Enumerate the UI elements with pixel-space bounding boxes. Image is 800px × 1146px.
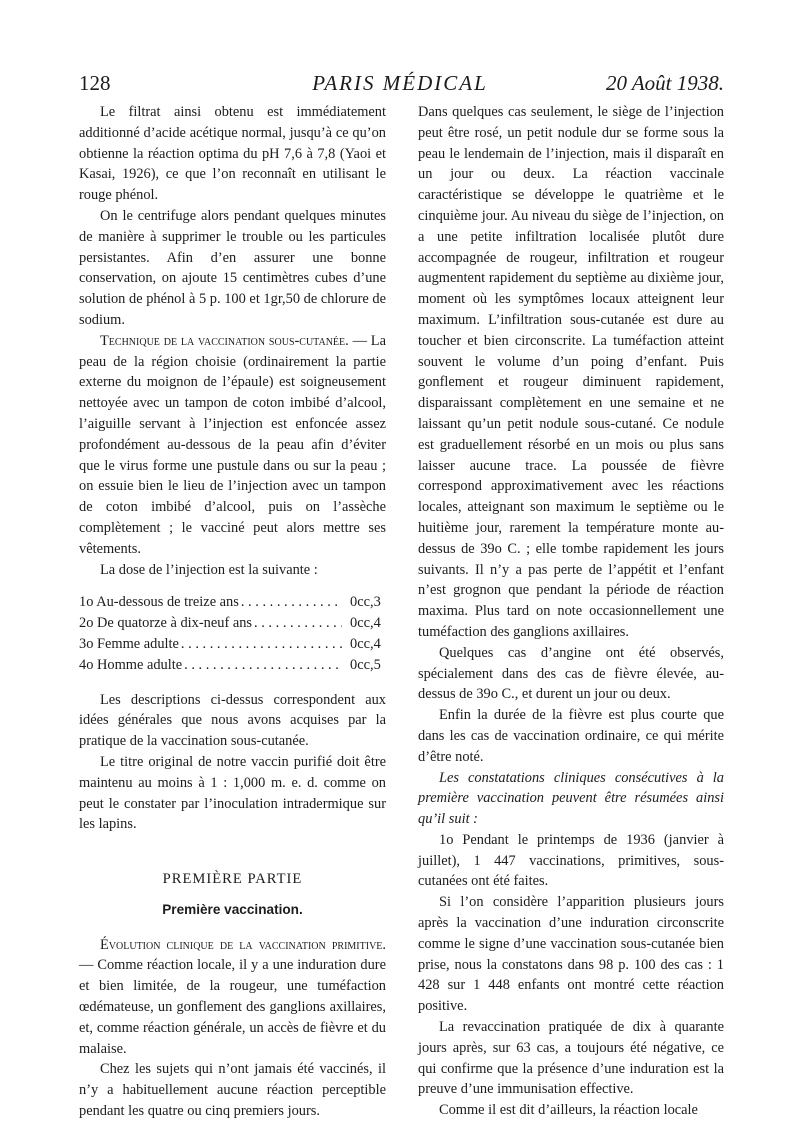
paragraph: Les constatations cliniques consécutives à la première vaccination peuvent être résumées ainsi qu’il suit : [418, 769, 724, 828]
paragraph [79, 331, 386, 560]
paragraph: 1o Pendant le printemps de 1936 (janvier à juillet), 1 447 vaccinations, primitives, sous-cutanées ont été faites. [418, 831, 724, 890]
right-column [418, 102, 724, 1121]
paragraph: Les descriptions ci-dessus correspondent aux idées générales que nous avons acquises par la pratique de la vaccination sous-cutanée. [79, 691, 386, 750]
paragraph: Si l’on considère l’apparition plusieurs jours après la vaccination d’une induration circonscrite comme le signe d’une vaccination sous-cutanée bien prise, nous la constatons dans 98 p. 100 des cas : 1 428 sur 1 448 enfants ont montré cette réaction positive. [418, 894, 724, 1015]
dose-label: 4o Homme adulte [79, 656, 183, 673]
paragraph: Enfin la durée de la fièvre est plus courte que dans les cas de vaccination ordinaire, ce qui mérite d’être noté. [418, 707, 724, 765]
part-title: PREMIÈRE PARTIE [162, 871, 303, 888]
dose-row [79, 613, 386, 634]
paragraph: Dans quelques cas seulement, le siège de l’injection peut être rosé, un petit nodule dur se forme sous la peau le lendemain de l’injection, mais il disparaît en un jour ou deux. La réaction vaccinale caractéristique se développe le quatrième et le cinquième jour. Au niveau du siège de l’injection, on a une petite infiltration localisée plutôt dure accompagnée de rougeur, infiltration et rougeur augmentent rapidement du septième au dixième jour, moment où les symptômes locaux atteignent leur maximum. L’infiltration sous-cutanée est dure au toucher et bien circonscrite. La tuméfaction atteint souvent le volume d’un poing d’enfant. Puis gonflement et rougeur diminuent rapidement, disparaissant complètement en une semaine et ne laissant qu’un petit nodule sous-cutané. Ce nodule est graduellement résorbé en un mois ou plus sans laisser aucune trace. La poussée de fièvre correspond approximativement avec les réactions locales, atteignant son maximum le septième ou le huitième jour, rarement la température monte au-dessus de 39o C. ; elle tombe rapidement les jours suivants. Il n’y a pas perte de l’appétit et l’enfant n’est grognon que pendant la période de réaction maxima. Plus tard on note occasionnellement une tuméfaction des ganglions axillaires. [418, 104, 724, 640]
paragraph: La dose de l’injection est la suivante : [100, 561, 318, 578]
leader-dots [241, 592, 342, 613]
dose-row [79, 634, 386, 655]
dose-value: 0cc,4 [350, 615, 381, 632]
paragraph: On le centrifuge alors pendant quelques minutes de manière à supprimer le trouble ou les particules persistantes. Afin d’en assurer une bonne conservation, on ajoute 15 centimètres cubes d’une solution de phénol à 5 p. 100 et 1gr,50 de chlorure de sodium. [79, 207, 386, 328]
run-in-heading: Technique de la vaccination sous-cutanée. [100, 332, 349, 349]
page-number: 128 [79, 71, 111, 95]
issue-date: 20 Août 1938. [605, 71, 724, 95]
leader-dots [254, 613, 342, 634]
dose-label: 3o Femme adulte [79, 635, 179, 652]
journal-title: PARIS MÉDICAL [312, 71, 488, 95]
run-in-heading: Évolution clinique de la vaccination primitive. [100, 936, 386, 953]
paragraph: La revaccination pratiquée de dix à quarante jours après, sur 63 cas, a toujours été négative, ce qui confirme que la présence d’une induration est la preuve d’une immunisation effective. [418, 1019, 724, 1098]
dose-value: 0cc,5 [350, 656, 381, 673]
paragraph: Le titre original de notre vaccin purifié doit être maintenu au moins à 1 : 1,000 m. e. d. comme on peut le constater par l’inoculation intradermique sur les lapins. [79, 753, 386, 833]
dose-label: 2o De quatorze à dix-neuf ans [79, 615, 253, 632]
paragraph: Le filtrat ainsi obtenu est immédiatement additionné d’acide acétique normal, jusqu’à ce qu’on obtienne la réaction optima du pH 7,6 à 7,8 (Yaoi et Kasai, 1926), ce que l’on reconnaît en utilisant le rouge phénol. [79, 104, 386, 204]
paragraph: Chez les sujets qui n’ont jamais été vaccinés, il n’y a habituellement aucune réaction perceptible pendant les quatre ou cinq premiers jours. [79, 1061, 386, 1120]
dose-value: 0cc,3 [350, 594, 381, 611]
paragraph: Quelques cas d’angine ont été observés, spécialement dans des cas de fièvre élevée, au-dessus de 39o C., et durent un jour ou deux. [418, 644, 724, 703]
paragraph-body: — La peau de la région choisie (ordinairement la partie externe du moignon de l’épaule) est soigneusement nettoyée avec un tampon de coton imbibé d’alcool, l’aiguille servant à l’injection est enfoncée assez profondément au-dessous de la peau afin d’éviter que le virus forme une pustule dans ou sur la peau ; on essuie bien le lieu de l’injection avec un tampon de coton imbibé d’alcool, puis on l’assèche complètement ; le vacciné peut alors mettre ses vêtements. [79, 332, 386, 557]
left-column [79, 102, 386, 1122]
dose-value: 0cc,4 [350, 635, 381, 652]
dose-row [79, 592, 386, 613]
section-title: Première vaccination. [162, 901, 303, 917]
paragraph-body: — Comme réaction locale, il y a une induration dure et bien limitée, de la rougeur, une tuméfaction œdémateuse, un gonflement des ganglions axillaires, et, comme réaction générale, un accès de fièvre et du malaise. [79, 957, 386, 1057]
leader-dots [184, 655, 342, 676]
dose-row [79, 655, 386, 676]
leader-dots [181, 634, 342, 655]
paragraph [79, 935, 386, 1060]
dose-list [79, 592, 386, 675]
paragraph: Comme il est dit d’ailleurs, la réaction locale [439, 1102, 698, 1119]
dose-label: 1o Au-dessous de treize ans [79, 594, 239, 611]
